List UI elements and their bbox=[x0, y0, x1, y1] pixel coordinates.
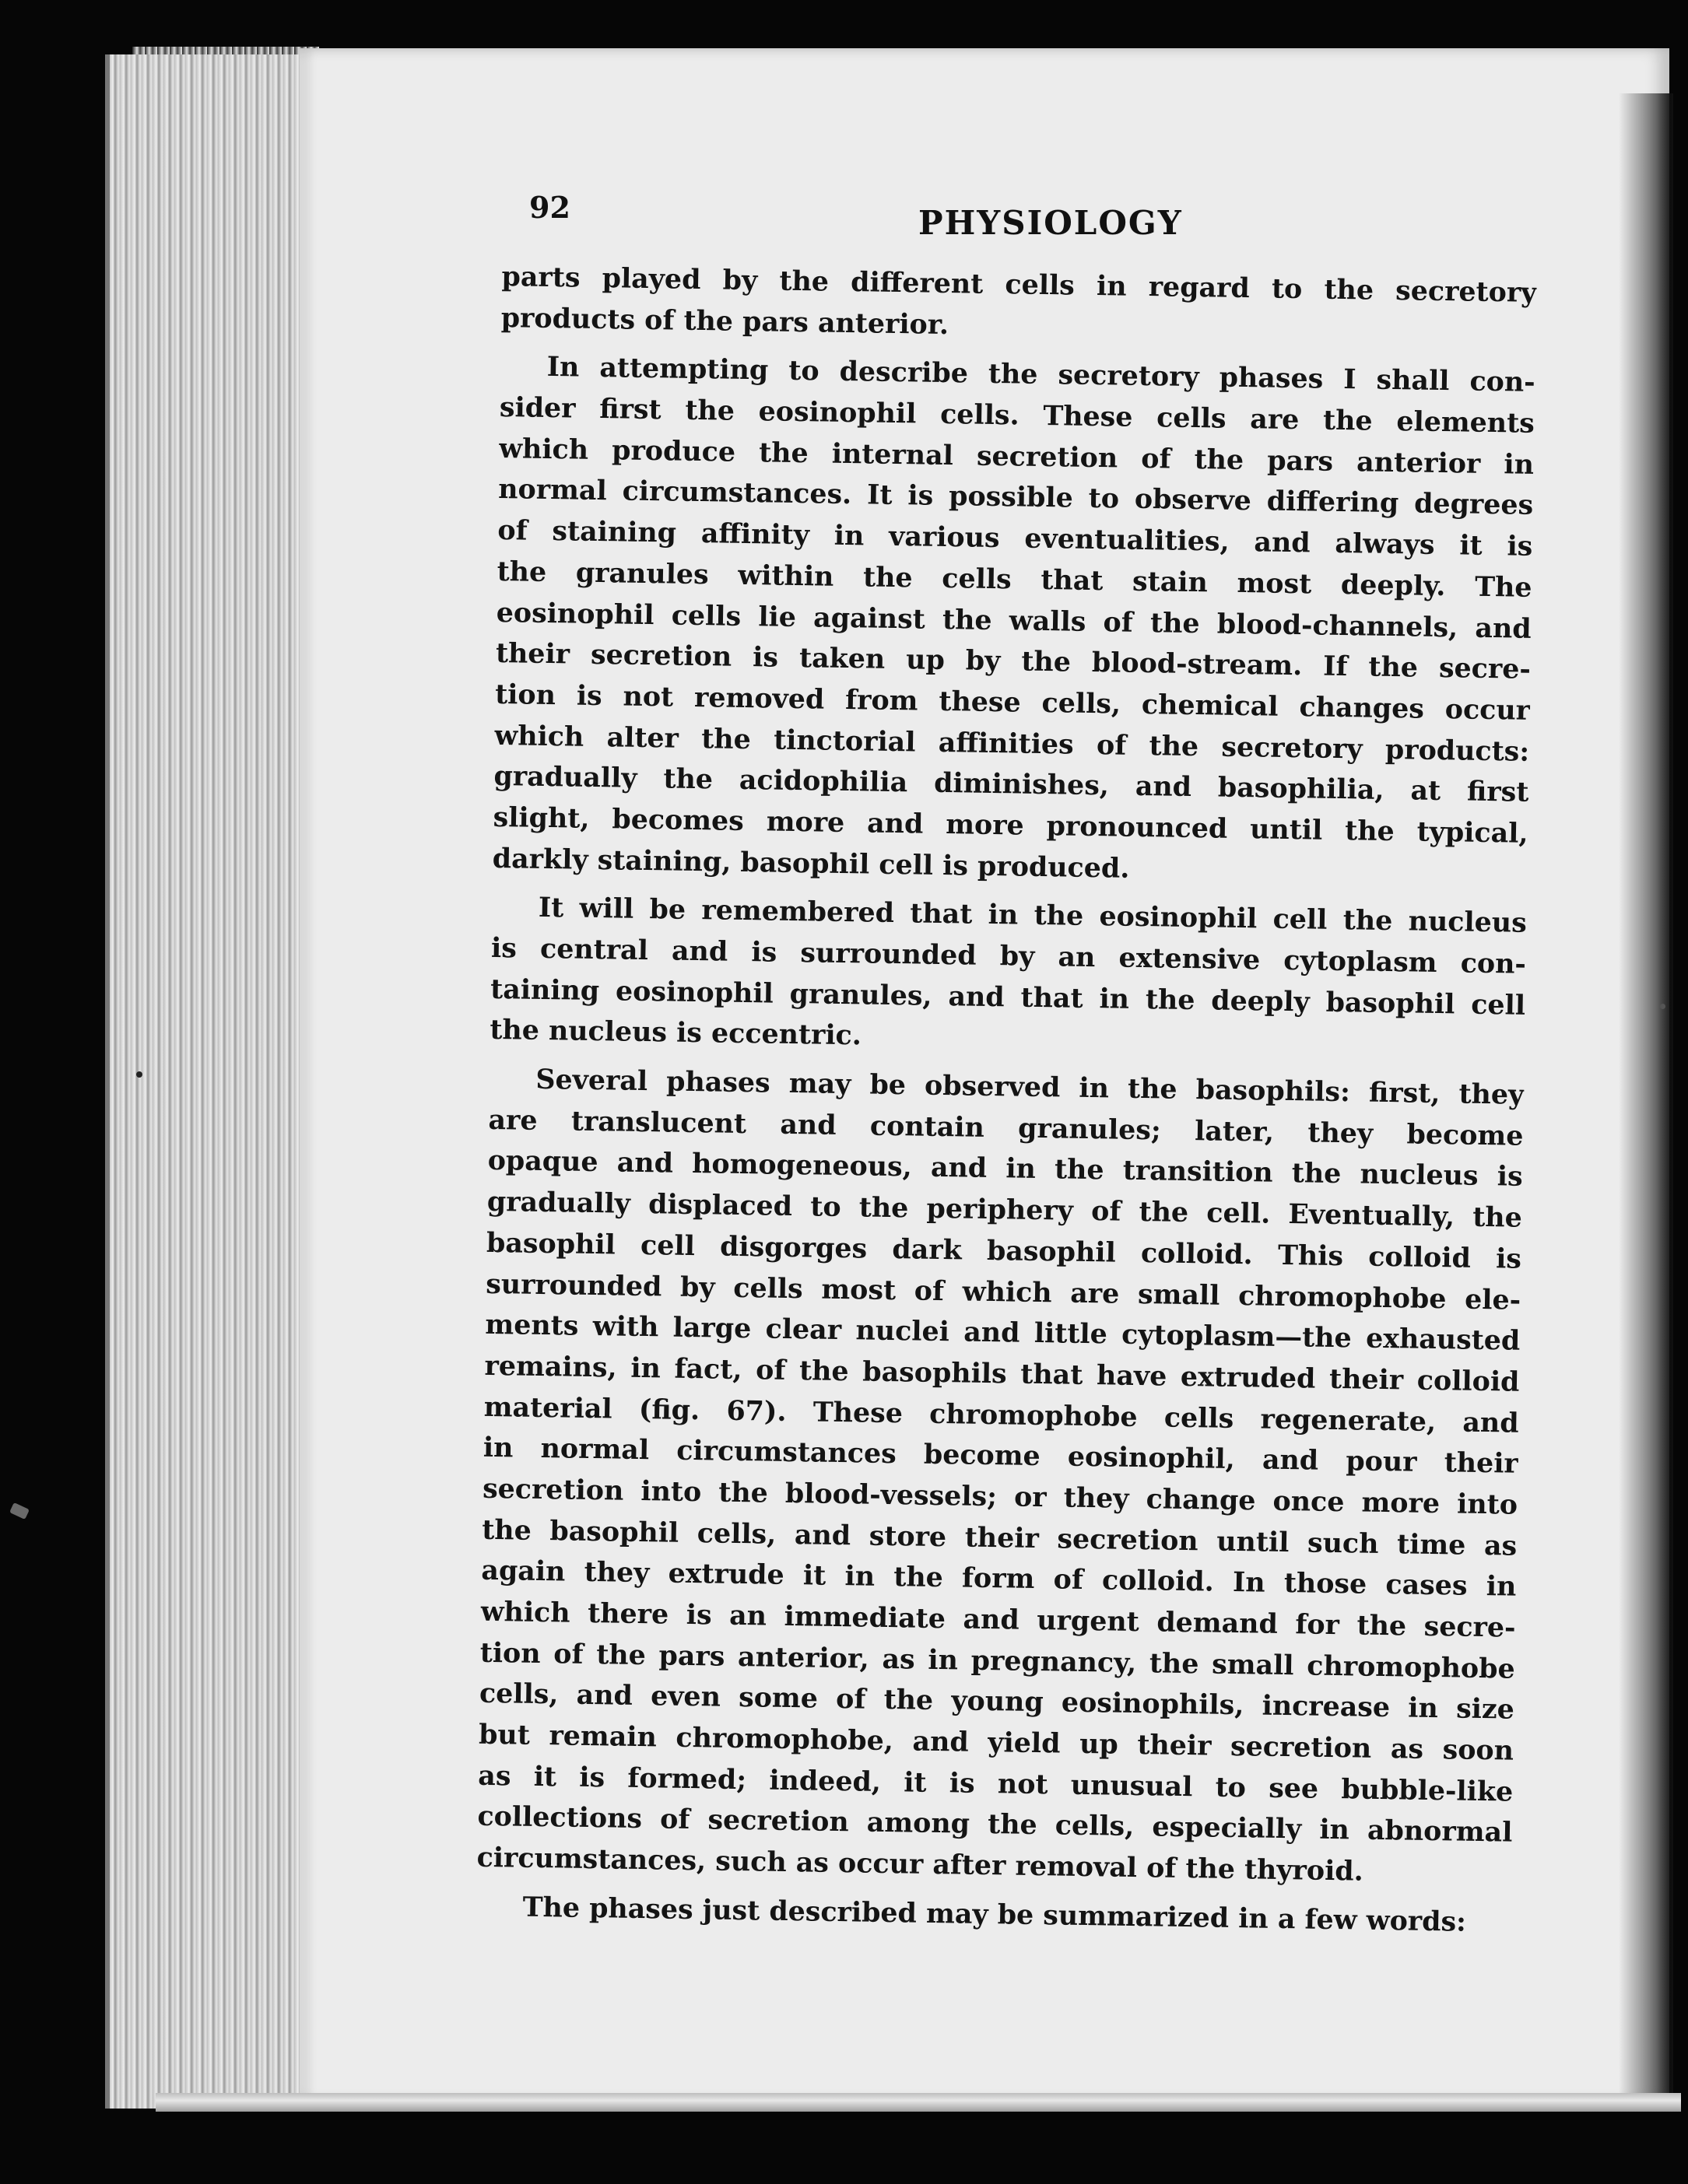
text-line: but remain chromophobe, and yield up their secretion as soon bbox=[478, 1718, 1514, 1767]
text-line: tion of the pars anterior, as in pregnancy, the small chromophobe bbox=[479, 1636, 1515, 1685]
text-line: products of the pars anterior. bbox=[500, 301, 949, 341]
text-line: secretion into the blood-vessels; or they change once more into bbox=[482, 1472, 1518, 1521]
text-line: circumstances, such as occur after removal of the thyroid. bbox=[476, 1841, 1364, 1888]
scan-artifact-dot bbox=[1660, 1004, 1665, 1009]
body-text bbox=[476, 257, 1537, 1951]
text-line: is central and is surrounded by an extensive cytoplasm con- bbox=[490, 931, 1527, 980]
page-header bbox=[529, 190, 1541, 252]
text-line: sider first the eosinophil cells. These cells are the elements bbox=[499, 391, 1535, 440]
text-line: parts played by the different cells in regard to the secretory bbox=[501, 260, 1537, 309]
text-line: are translucent and contain granules; later, they become bbox=[488, 1103, 1524, 1152]
text-line: remains, in fact, of the basophils that have extruded their colloid bbox=[484, 1349, 1520, 1398]
text-line: opaque and homogeneous, and in the transition the nucleus is bbox=[487, 1145, 1523, 1194]
text-line: In attempting to describe the secretory phases I shall con- bbox=[546, 351, 1535, 399]
text-line: gradually displaced to the periphery of the cell. Eventually, the bbox=[486, 1185, 1523, 1234]
text-line: again they extrude it in the form of colloid. In those cases in bbox=[481, 1555, 1517, 1603]
paragraph bbox=[476, 1887, 1511, 1944]
text-line: taining eosinophil granules, and that in the deeply basophil cell bbox=[490, 973, 1526, 1022]
text-line: which produce the internal secretion of the pars anterior in bbox=[498, 432, 1535, 481]
text-line: It will be remembered that in the eosinophil cell the nucleus bbox=[538, 892, 1528, 940]
text-line: cells, and even some of the young eosinophils, increase in size bbox=[479, 1677, 1515, 1727]
text-line: the granules within the cells that stain most deeply. The bbox=[497, 555, 1532, 604]
page-stack-edges bbox=[105, 54, 312, 2109]
paragraph bbox=[490, 887, 1527, 1067]
text-line: slight, becomes more and more pronounced until the typical, bbox=[493, 801, 1528, 850]
text-line: surrounded by cells most of which are small chromophobe ele- bbox=[485, 1267, 1521, 1316]
text-line: which there is an immediate and urgent demand for the secre- bbox=[480, 1595, 1516, 1644]
gutter-shadow bbox=[1619, 93, 1673, 2101]
paragraph bbox=[500, 257, 1536, 355]
text-line: The phases just described may be summarized in a few words: bbox=[522, 1891, 1467, 1938]
text-line: the nucleus is eccentric. bbox=[490, 1014, 862, 1052]
text-line: tion is not removed from these cells, chemical changes occur bbox=[494, 678, 1531, 727]
text-line: basophil cell disgorges dark basophil colloid. This colloid is bbox=[486, 1226, 1522, 1275]
text-line: collections of secretion among the cells, especially in abnormal bbox=[477, 1800, 1513, 1849]
paragraph bbox=[492, 346, 1535, 896]
text-line: their secretion is taken up by the blood-stream. If the secre- bbox=[495, 637, 1532, 686]
text-line: ments with large clear nuclei and little cytoplasm—the exhausted bbox=[485, 1309, 1521, 1357]
text-line: the basophil cells, and store their secretion until such time as bbox=[481, 1513, 1518, 1562]
text-line: of staining affinity in various eventualities, and always it is bbox=[497, 514, 1533, 563]
paragraph bbox=[476, 1059, 1524, 1895]
page-stack-bottom-edge bbox=[156, 2093, 1681, 2112]
text-line: darkly staining, basophil cell is produced. bbox=[492, 842, 1130, 885]
scan-artifact-mark bbox=[9, 1502, 30, 1520]
text-line: Several phases may be observed in the basophils: first, they bbox=[535, 1063, 1525, 1111]
text-line: as it is formed; indeed, it is not unusual to see bubble-like bbox=[478, 1759, 1514, 1808]
text-line: gradually the acidophilia diminishes, and basophilia, at first bbox=[493, 760, 1529, 809]
text-line: normal circumstances. It is possible to observe differing degrees bbox=[497, 473, 1534, 522]
text-line: eosinophil cells lie against the walls of the blood-channels, and bbox=[496, 596, 1532, 645]
text-line: which alter the tinctorial affinities of the secretory products: bbox=[494, 719, 1530, 768]
text-line: in normal circumstances become eosinophil, and pour their bbox=[483, 1432, 1519, 1480]
text-line: material (fig. 67). These chromophobe cells regenerate, and bbox=[483, 1390, 1519, 1439]
scan-artifact-dot bbox=[136, 1071, 142, 1078]
running-head: PHYSIOLOGY bbox=[918, 204, 1183, 242]
page-number: 92 bbox=[529, 190, 570, 225]
